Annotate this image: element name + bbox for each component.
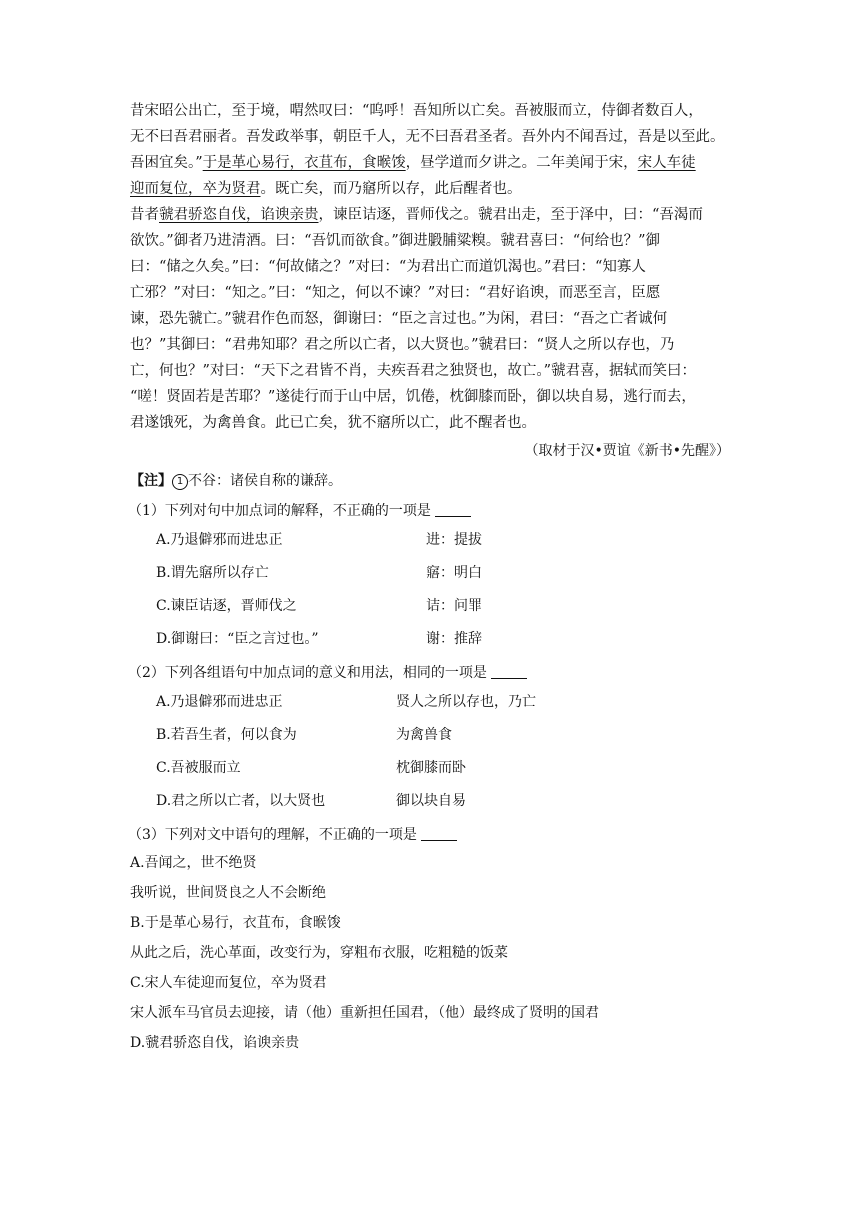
- text-run: 昔者: [130, 207, 159, 223]
- option-gloss: 进：提拔: [426, 532, 482, 548]
- footnote: [130, 468, 730, 494]
- text-run: ，谏臣诘逐，晋师伐之。虢君出走，至于泽中，曰：“吾渴而: [318, 207, 703, 223]
- question-stem: [128, 822, 730, 848]
- passage-paragraph-2: [130, 202, 730, 436]
- passage-line: “嗟！贤固若是苦耶？”遂徒行而于山中居，饥倦，枕御膝而卧，御以块自易，逃行而去，: [130, 389, 696, 405]
- q1-option-d[interactable]: [156, 623, 730, 656]
- q3-option-b[interactable]: B.于是革心易行，衣苴布，食㬋馂: [130, 915, 341, 931]
- source-citation: （取材于汉•贾谊《新书•先醒》）: [524, 443, 730, 459]
- circled-number: 1: [172, 474, 188, 490]
- option-sentence: A.乃退僻邪而进忠正: [156, 532, 283, 548]
- q2-option-b[interactable]: [156, 719, 730, 752]
- option-sentence: A.乃退僻邪而进忠正: [156, 694, 283, 710]
- q1-option-c[interactable]: [156, 590, 730, 623]
- answer-blank[interactable]: [421, 826, 457, 841]
- option-compare: 为禽兽食: [396, 727, 452, 743]
- passage-line: 谏，恐先虢亡。”虢君作色而怒，御谢曰：“臣之言过也。”为闲，君曰：“吾之亡者诚何: [130, 311, 668, 327]
- passage-line: 曰：“储之久矣。”曰：“何故储之？”对曰：“为君出亡而道饥渴也。”君曰：“知寡人: [130, 259, 646, 275]
- q3-translation-a: 我听说，世间贤良之人不会断绝: [130, 885, 326, 901]
- passage-line: 无不曰吾君丽者。吾发政举事，朝臣千人，无不曰吾君圣者。吾外内不闻吾过，吾是以至此。: [130, 129, 725, 145]
- answer-blank[interactable]: [435, 502, 471, 517]
- q3-translation-c: 宋人派车马官员去迎接，请（他）重新担任国君，（他）最终成了贤明的国君: [130, 1005, 599, 1021]
- underlined-sentence: 于是革心易行，衣苴布，食㬋馂: [202, 155, 406, 171]
- question-2: [130, 660, 730, 686]
- text-run: ，昼学道而夕讲之。二年美闻于宋，: [405, 155, 638, 171]
- passage-paragraph-1: [130, 98, 730, 202]
- option-sentence: B.谓先窹所以存亡: [156, 565, 269, 581]
- note-label: 【注】: [130, 473, 172, 489]
- passage-line: [130, 176, 730, 202]
- text-run: 。既亡矣，而乃窹所以存，此后醒者也。: [260, 181, 522, 197]
- stem-text: （3）下列对文中语句的理解，不正确的一项是: [128, 827, 417, 843]
- passage-line: 亡，何也？”对曰：“天下之君皆不肖，夫疾吾君之独贤也，故亡。”虢君喜，据轼而笑曰：: [130, 363, 696, 379]
- question-3: [130, 822, 730, 848]
- option-compare: 御以块自易: [396, 793, 466, 809]
- q1-option-a[interactable]: [156, 524, 730, 557]
- option-sentence: D.君之所以亡者，以大贤也: [156, 793, 326, 809]
- q3-translation-b: 从此之后，洗心革面，改变行为，穿粗布衣服，吃粗糙的饭菜: [130, 945, 508, 961]
- option-compare: 贤人之所以存也，乃亡: [396, 694, 536, 710]
- q3-option-d[interactable]: D.虢君骄恣自伐，谄谀亲贵: [130, 1035, 300, 1051]
- passage-line: 欲饮。”御者乃进清酒。曰：“吾饥而欲食。”御进腶脯粱糗。虢君喜曰：“何给也？”御: [130, 233, 661, 249]
- option-sentence: C.吾被服而立: [156, 760, 241, 776]
- option-gloss: 诘：问罪: [426, 598, 482, 614]
- q3-option-c[interactable]: C.宋人车徒迎而复位，卒为贤君: [130, 975, 327, 991]
- option-sentence: B.若吾生者，何以食为: [156, 727, 297, 743]
- document-page: [130, 98, 730, 1058]
- q2-option-d[interactable]: [156, 785, 730, 818]
- stem-text: （2）下列各组语句中加点词的意义和用法，相同的一项是: [128, 665, 487, 681]
- q3-option-a[interactable]: A.吾闻之，世不绝贤: [130, 855, 257, 871]
- q2-option-a[interactable]: [156, 686, 730, 719]
- underlined-sentence: 宋人车徒: [637, 155, 696, 171]
- underlined-sentence: 迎而复位，卒为贤君: [130, 181, 261, 197]
- note-text: 不谷：诸侯自称的谦辞。: [188, 473, 342, 489]
- passage-line: 亡邪？”对曰：“知之。”曰：“知之，何以不谏？”对曰：“君好谄谀，而恶至言，臣愿: [130, 285, 661, 301]
- passage-line: 君遂饿死，为禽兽食。此已亡矣，犹不窹所以亡，此不醒者也。: [130, 415, 536, 431]
- option-gloss: 谢：推辞: [426, 631, 482, 647]
- passage-line: [130, 202, 730, 228]
- question-stem: [128, 660, 730, 686]
- passage-line: 昔宋昭公出亡，至于境，喟然叹曰：“呜呼！吾知所以亡矣。吾被服而立，侍御者数百人，: [130, 103, 703, 119]
- question-1: [130, 498, 730, 524]
- question-stem: [128, 498, 730, 524]
- passage-line: 也？”其御曰：“君弗知耶？君之所以亡者，以大贤也。”虢君曰：“贤人之所以存也，乃: [130, 337, 675, 353]
- answer-blank[interactable]: [491, 664, 527, 679]
- q1-option-b[interactable]: [156, 557, 730, 590]
- stem-text: （1）下列对句中加点词的解释，不正确的一项是: [128, 503, 431, 519]
- underlined-sentence: 虢君骄恣自伐，谄谀亲贵: [159, 207, 319, 223]
- text-run: 吾困宜矣。”: [130, 155, 203, 171]
- option-compare: 枕御膝而卧: [396, 760, 466, 776]
- passage-line: [130, 150, 730, 176]
- option-sentence: D.御谢曰：“臣之言过也。”: [156, 631, 319, 647]
- option-sentence: C.谏臣诘逐，晋师伐之: [156, 598, 297, 614]
- option-gloss: 窹：明白: [426, 565, 482, 581]
- q2-option-c[interactable]: [156, 752, 730, 785]
